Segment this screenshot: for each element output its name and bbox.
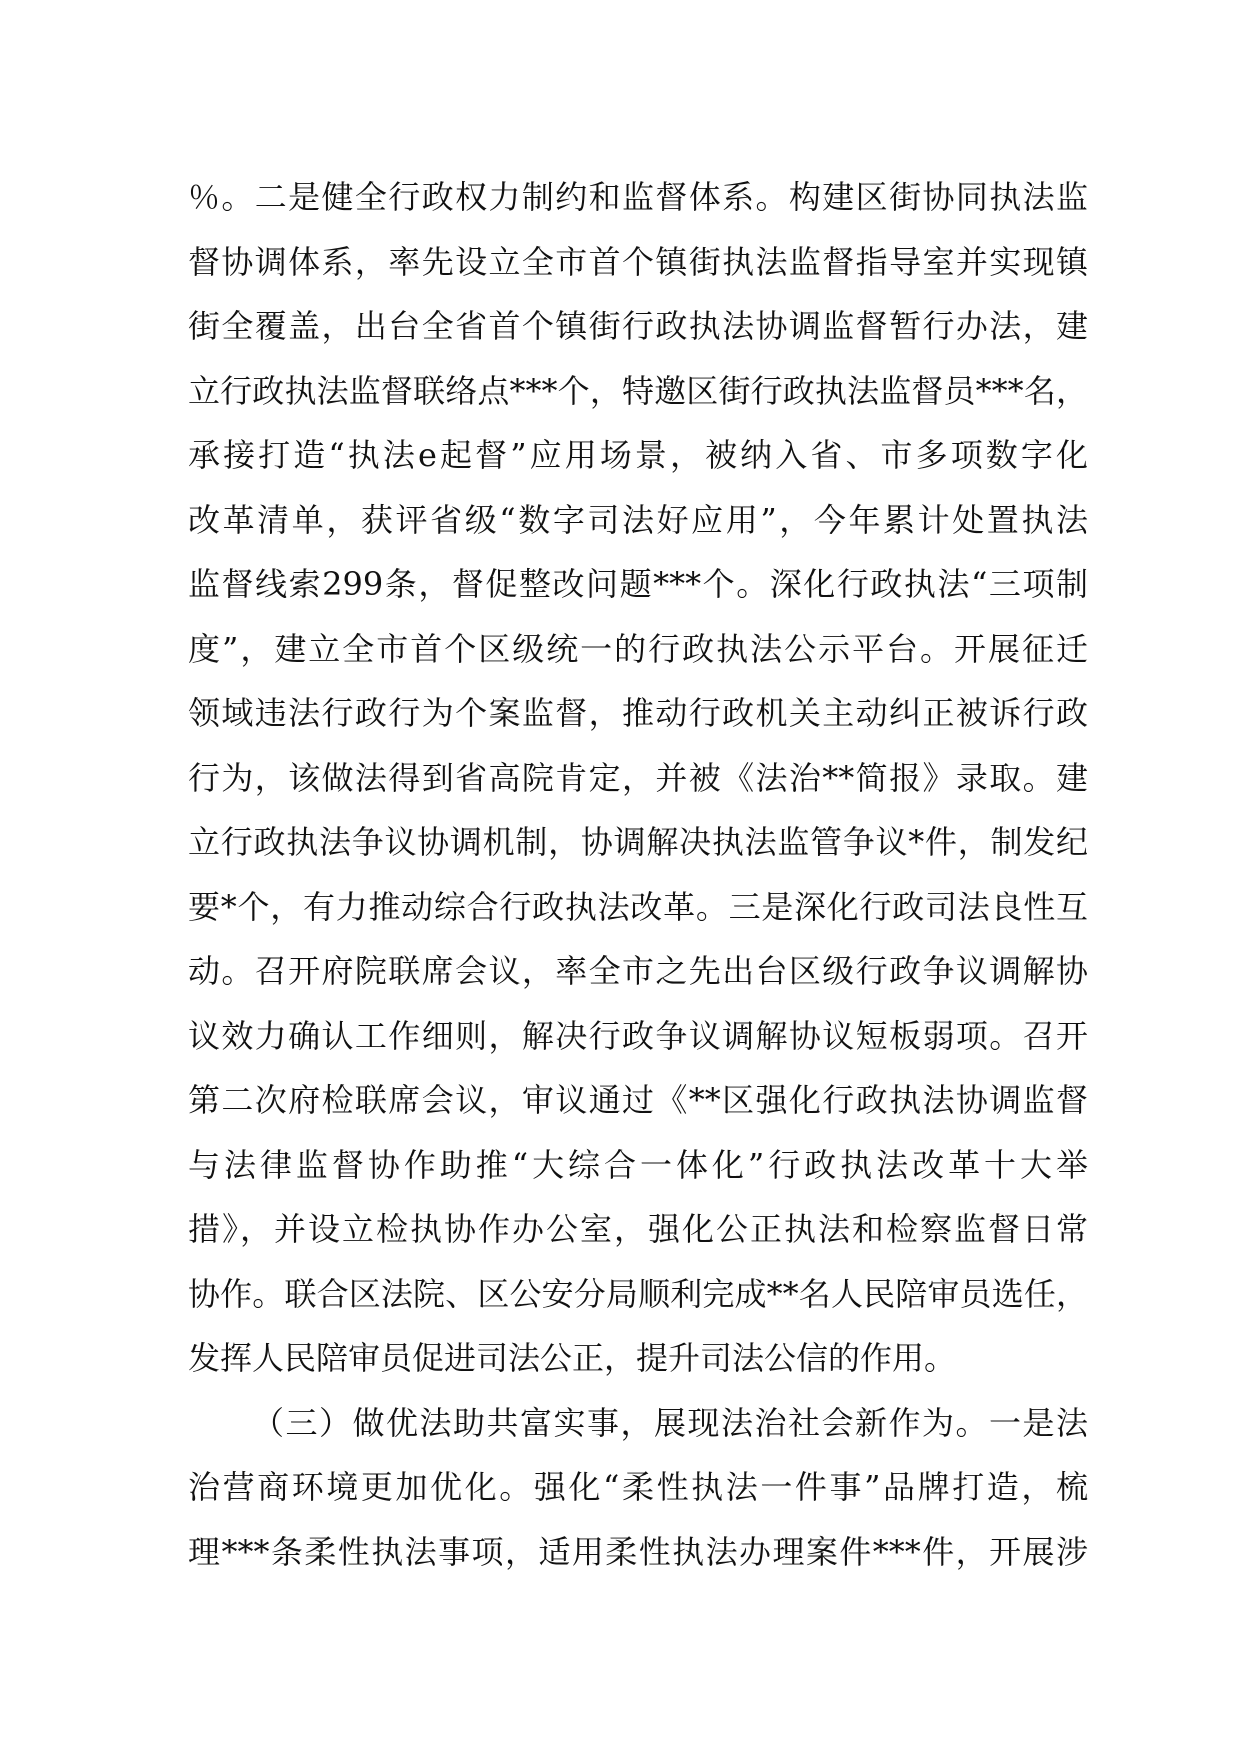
text-line: ％。二是健全行政权力制约和监督体系。构建区街协同执法监 (188, 178, 1088, 216)
text-line: 承接打造“执法e起督”应用场景，被纳入省、市多项数字化 (188, 436, 1088, 474)
text-line: 理***条柔性执法事项，适用柔性执法办理案件***件，开展涉 (188, 1532, 1088, 1571)
text-line: 立行政执法监督联络点***个，特邀区街行政执法监督员***名， (188, 371, 1088, 410)
text-line: 街全覆盖，出台全省首个镇街行政执法协调监督暂行办法，建 (188, 307, 1088, 345)
text-line: 领域违法行政行为个案监督，推动行政机关主动纠正被诉行政 (188, 694, 1088, 732)
text-line: 要*个，有力推动综合行政执法改革。三是深化行政司法良性互 (188, 887, 1088, 926)
text-line: 动。召开府院联席会议，率全市之先出台区级行政争议调解协 (188, 952, 1088, 990)
section-heading-line: （三）做优法助共富实事，展现法治社会新作为。一是法 (252, 1403, 1088, 1442)
text-line: 治营商环境更加优化。强化“柔性执法一件事”品牌打造，梳 (188, 1468, 1088, 1506)
text-line: 立行政执法争议协调机制，协调解决执法监管争议*件，制发纪 (188, 823, 1088, 861)
text-line: 监督线索299条，督促整改问题***个。深化行政执法“三项制 (188, 565, 1088, 603)
text-line: 协作。联合区法院、区公安分局顺利完成**名人民陪审员选任， (188, 1274, 1088, 1313)
text-line: 改革清单，获评省级“数字司法好应用”，今年累计处置执法 (188, 500, 1088, 539)
text-line: 度”，建立全市首个区级统一的行政执法公示平台。开展征迁 (188, 629, 1088, 668)
text-line: 第二次府检联席会议，审议通过《**区强化行政执法协调监督 (188, 1081, 1088, 1119)
text-line: 与法律监督协作助推“大综合一体化”行政执法改革十大举 (188, 1145, 1088, 1184)
paragraph-end-line: 发挥人民陪审员促进司法公正，提升司法公信的作用。 (188, 1339, 957, 1377)
text-line: 行为，该做法得到省高院肯定，并被《法治**简报》录取。建 (188, 758, 1088, 797)
body-text (188, 165, 1088, 1584)
text-line: 督协调体系，率先设立全市首个镇街执法监督指导室并实现镇 (188, 242, 1088, 281)
text-line: 议效力确认工作细则，解决行政争议调解协议短板弱项。召开 (188, 1016, 1088, 1055)
text-line: 措》，并设立检执协作办公室，强化公正执法和检察监督日常 (188, 1210, 1088, 1248)
